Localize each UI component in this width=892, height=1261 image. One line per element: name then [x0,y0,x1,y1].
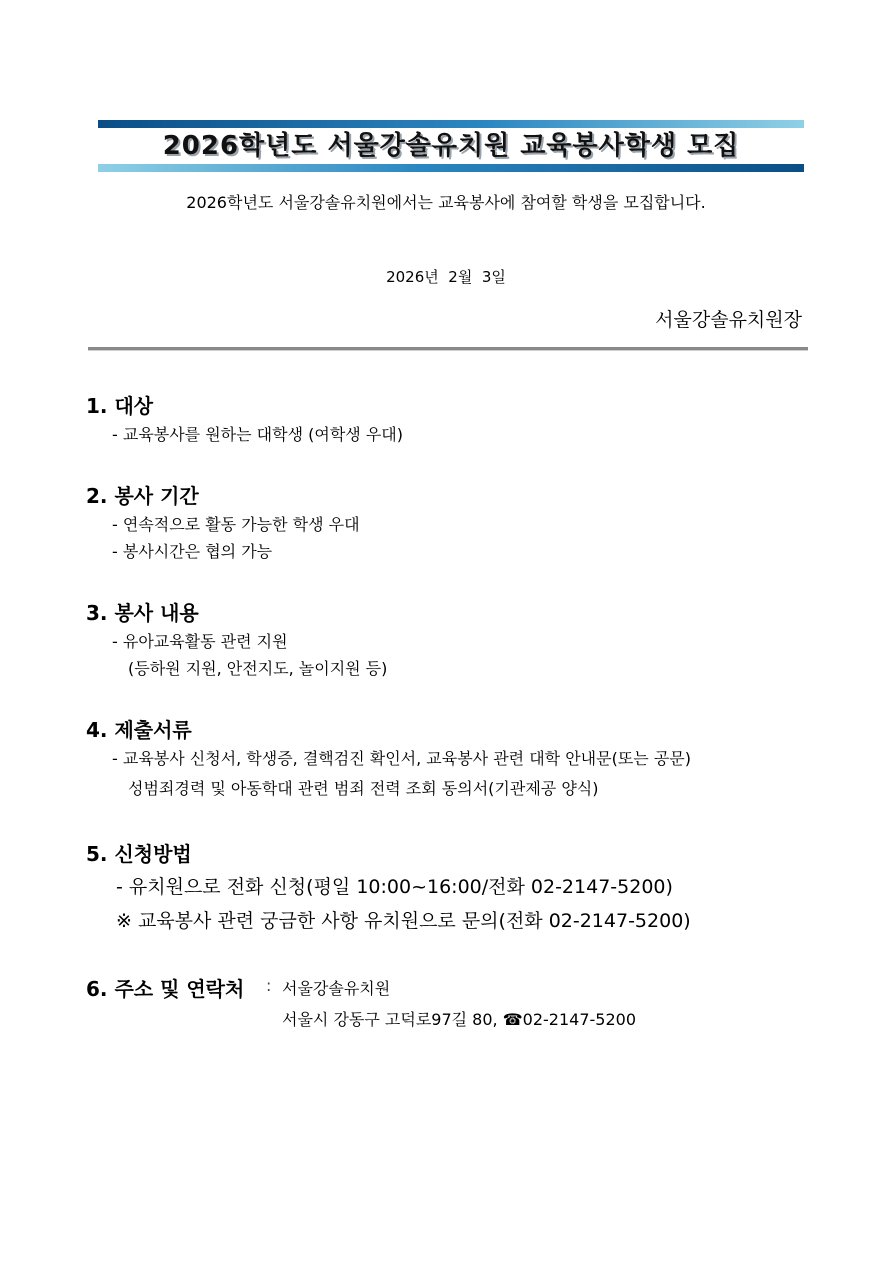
contact-separator: : [266,976,272,995]
phone-icon: ☎ [502,1010,523,1029]
contact-address: 서울시 강동구 고덕로97길 80, [282,1010,503,1029]
notice-date: 2026년 2월 3일 [386,268,506,286]
section-1-heading: 1. 대상 [86,394,154,418]
page-title: 2026학년도 서울강솔유치원 교육봉사학생 모집 [162,131,740,161]
section-divider [88,347,808,351]
section-1-line-1: - 교육봉사를 원하는 대학생 (여학생 우대) [112,425,403,444]
contact-phone: 02-2147-5200 [522,1010,636,1029]
section-2-heading: 2. 봉사 기간 [86,484,199,508]
section-4-line-2: 성범죄경력 및 아동학대 관련 범죄 전력 조회 동의서(기관제공 양식) [128,779,599,798]
section-3-heading: 3. 봉사 내용 [86,601,199,625]
section-2-line-2: - 봉사시간은 협의 가능 [112,542,273,561]
section-6-heading: 6. 주소 및 연락처 [86,977,245,1001]
section-4-heading: 4. 제출서류 [86,718,192,742]
section-5-line-2: ※ 교육봉사 관련 궁금한 사항 유치원으로 문의(전화 02-2147-5200) [116,910,691,932]
signer: 서울강솔유치원장 [655,309,802,331]
contact-address-line [282,1007,636,1030]
title-bar-bottom [98,164,804,172]
section-5-line-1: - 유치원으로 전화 신청(평일 10:00~16:00/전화 02-2147-5200) [116,876,673,898]
section-4-line-1: - 교육봉사 신청서, 학생증, 결핵검진 확인서, 교육봉사 관련 대학 안내문(또는 공문) [112,749,691,768]
intro-text: 2026학년도 서울강솔유치원에서는 교육봉사에 참여할 학생을 모집합니다. [186,193,706,212]
section-2-line-1: - 연속적으로 활동 가능한 학생 우대 [112,515,360,534]
section-5-heading: 5. 신청방법 [86,842,192,866]
section-3-line-2: (등하원 지원, 안전지도, 놀이지원 등) [128,659,388,678]
contact-name: 서울강솔유치원 [282,979,391,998]
section-3-line-1: - 유아교육활동 관련 지원 [112,632,288,651]
